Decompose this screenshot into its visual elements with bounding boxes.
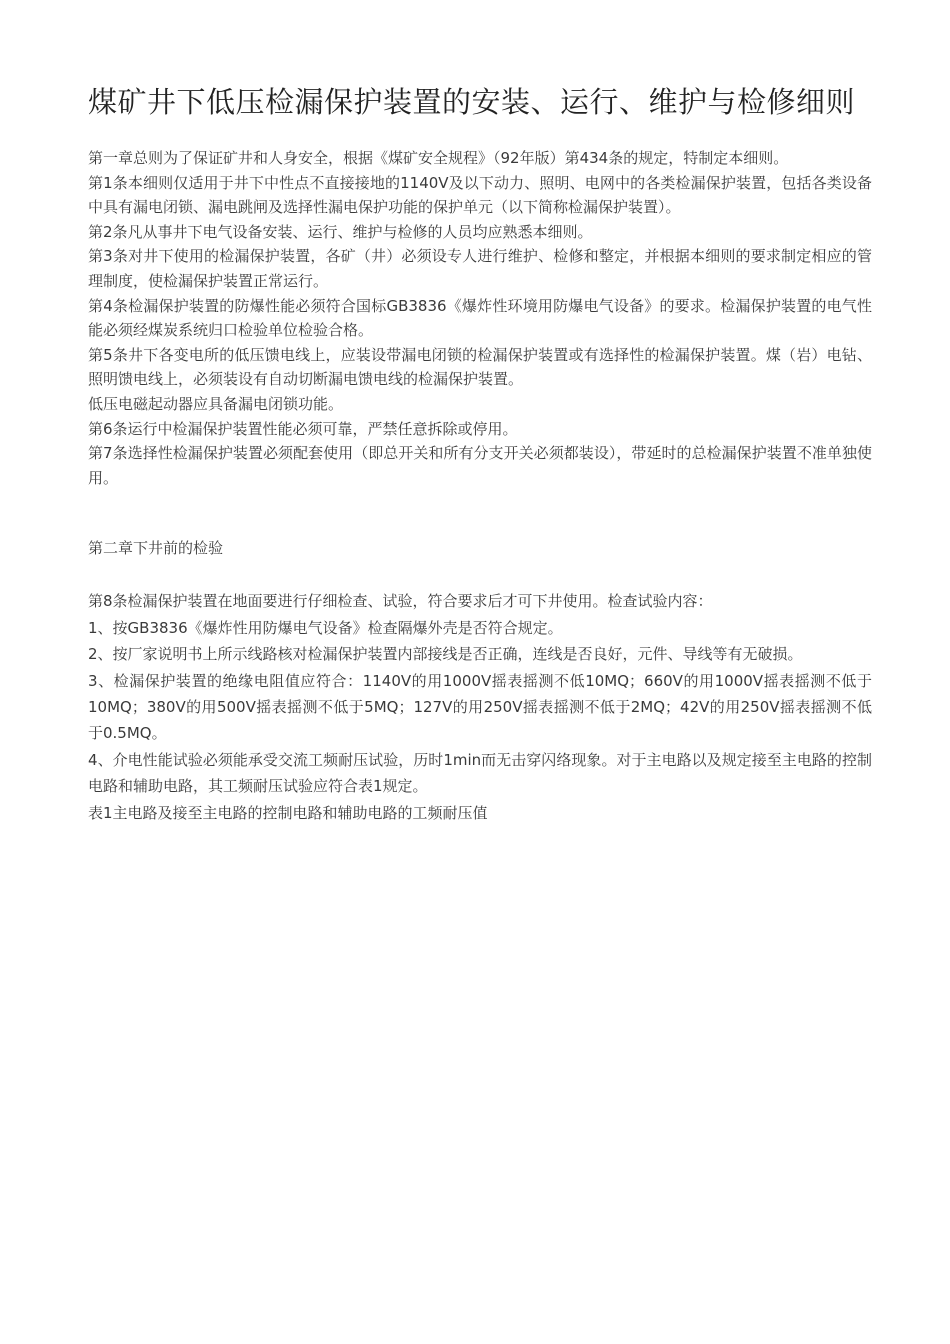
- chapter-2-heading: 第二章下井前的检验: [88, 539, 224, 558]
- chapter-2-paragraph: 4、介电性能试验必须能承受交流工频耐压试验，历时1min而无击穿闪络现象。对于主电路以及规定接至主电路的控制电路和辅助电路，其工频耐压试验应符合表1规定。: [88, 750, 872, 796]
- chapter-2-paragraph: 3、检漏保护装置的绝缘电阻值应符合：1140V的用1000V摇表摇测不低10MQ；660V的用1000V摇表摇测不低于10MQ；380V的用500V摇表摇测不低于5MQ；127V的用250V摇表摇测不低于2MQ；42V的用250V摇表摇测不低于0.5MQ。: [88, 671, 872, 743]
- chapter-1-paragraph: 第5条井下各变电所的低压馈电线上，应装设带漏电闭锁的检漏保护装置或有选择性的检漏保护装置。煤（岩）电钻、照明馈电线上，必须装设有自动切断漏电馈电线的检漏保护装置。: [88, 345, 872, 389]
- chapter-1-paragraph: 第1条本细则仅适用于井下中性点不直接接地的1140V及以下动力、照明、电网中的各类检漏保护装置，包括各类设备中具有漏电闭锁、漏电跳闸及选择性漏电保护功能的保护单元（以下简称检漏保护装置）。: [88, 173, 872, 217]
- chapter-2-section: [88, 588, 872, 826]
- chapter-1-paragraph: 第4条检漏保护装置的防爆性能必须符合国标GB3836《爆炸性环境用防爆电气设备》的要求。检漏保护装置的电气性能必须经煤炭系统归口检验单位检验合格。: [88, 296, 872, 340]
- chapter-1-paragraph: 第一章总则为了保证矿井和人身安全，根据《煤矿安全规程》（92年版）第434条的规定，特制定本细则。: [88, 149, 789, 167]
- chapter-1-paragraph: 低压电磁起动器应具备漏电闭锁功能。: [88, 394, 344, 413]
- chapter-1-paragraph: 第7条选择性检漏保护装置必须配套使用（即总开关和所有分支开关必须都装设），带延时的总检漏保护装置不准单独使用。: [88, 444, 872, 487]
- chapter-1-paragraph: 第3条对井下使用的检漏保护装置，各矿（井）必须设专人进行维护、检修和整定，并根据本细则的要求制定相应的管理制度，使检漏保护装置正常运行。: [88, 247, 872, 290]
- chapter-1-paragraph: 第2条凡从事井下电气设备安装、运行、维护与检修的人员均应熟悉本细则。: [88, 222, 593, 241]
- chapter-2-paragraph: 1、按GB3836《爆炸性用防爆电气设备》检查隔爆外壳是否符合规定。: [88, 618, 563, 637]
- document-page: [88, 0, 872, 826]
- document-title: 煤矿井下低压检漏保护装置的安装、运行、维护与检修细则: [88, 85, 856, 119]
- table-caption: 表1主电路及接至主电路的控制电路和辅助电路的工频耐压值: [88, 803, 488, 822]
- chapter-1-section: [88, 146, 872, 490]
- chapter-1-paragraph: 第6条运行中检漏保护装置性能必须可靠，严禁任意拆除或停用。: [88, 419, 518, 438]
- chapter-2-paragraph: 2、按厂家说明书上所示线路核对检漏保护装置内部接线是否正确，连线是否良好，元件、导线等有无破损。: [88, 645, 803, 664]
- chapter-2-paragraph: 第8条检漏保护装置在地面要进行仔细检查、试验，符合要求后才可下井使用。检查试验内容：: [88, 592, 713, 611]
